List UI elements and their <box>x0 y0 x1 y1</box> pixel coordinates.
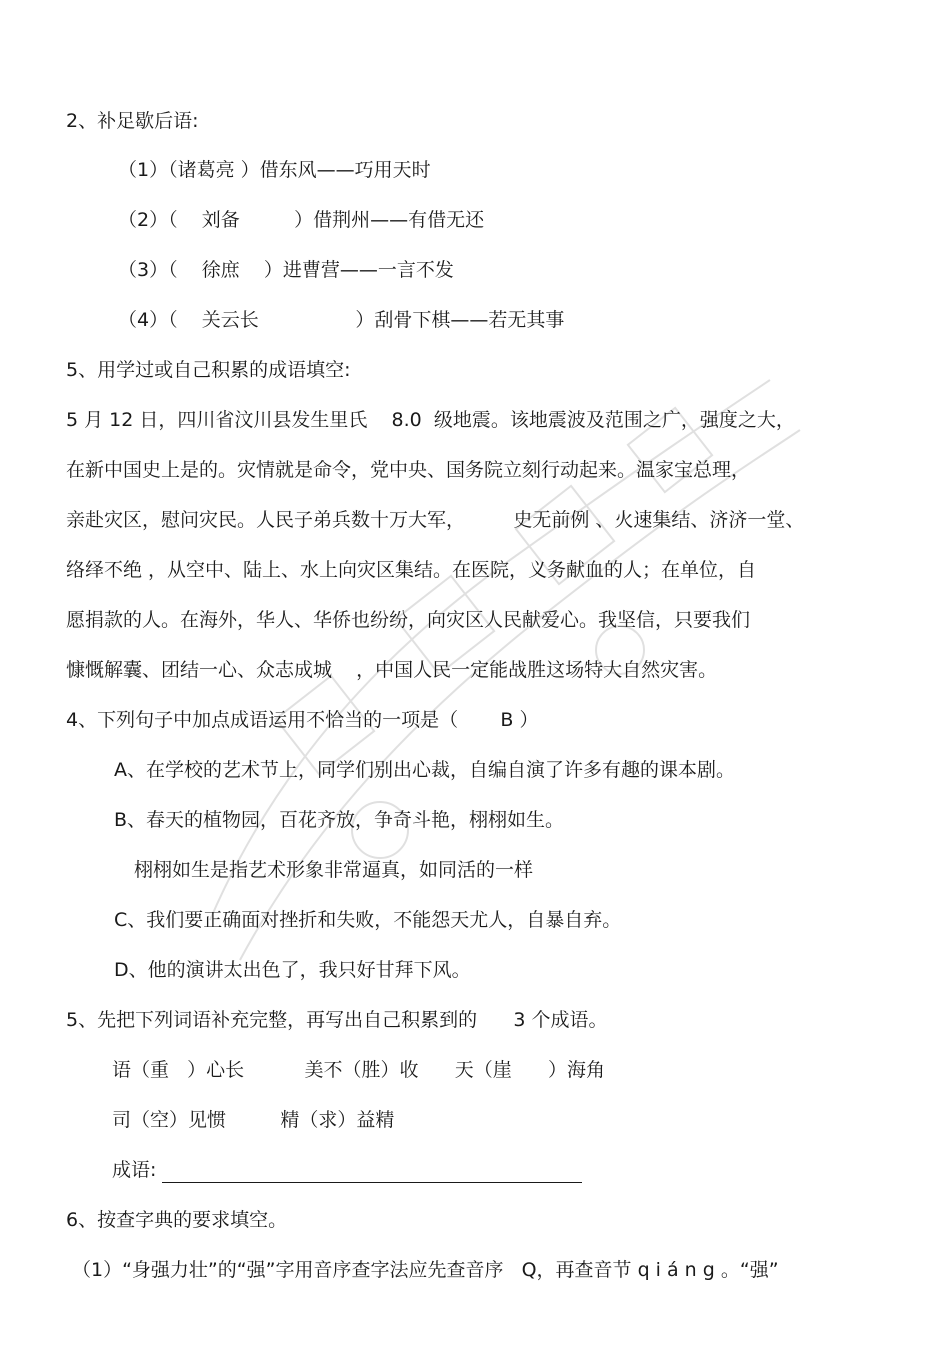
q5a-line-5: 愿捐款的人。在海外，华人、华侨也纷纷，向灾区人民献爱心。我坚信，只要我们 <box>66 609 751 631</box>
q5a-line-3: 亲赴灾区，慰问灾民。人民子弟兵数十万大军， 史无前例 、火速集结、济济一堂、 <box>66 509 805 531</box>
q5a-line-2: 在新中国史上是的。灾情就是命令，党中央、国务院立刻行动起来。温家宝总理， <box>66 459 751 481</box>
q5b-row-2: 司（空）见惯 精（求）益精 <box>112 1109 395 1131</box>
q5a-line-1: 5 月 12 日，四川省汶川县发生里氏 8.0 级地震。该地震波及范围之广，强度之大， <box>66 409 795 431</box>
q5b-heading: 5、先把下列词语补充完整，再写出自己积累到的 3 个成语。 <box>66 1009 608 1031</box>
q5a-heading: 5、用学过或自己积累的成语填空: <box>66 359 351 381</box>
q6-heading: 6、按查字典的要求填空。 <box>66 1209 288 1231</box>
q5b-answer-label: 成语: <box>112 1159 163 1181</box>
q4-option-b: B、春天的植物园，百花齐放，争奇斗艳，栩栩如生。 <box>114 809 565 831</box>
q2-item-3: （3）（ 徐庶 ）进曹营——一言不发 <box>118 259 454 281</box>
q6-line-1: （1）“身强力壮”的“强”字用音序查字法应先查音序 Q，再查音节 q i á n g 。“强” <box>72 1259 779 1281</box>
q4-heading: 4、下列句子中加点成语运用不恰当的一项是（ B ） <box>66 709 539 731</box>
q5a-line-6: 慷慨解囊、团结一心、众志成城 ，中国人民一定能战胜这场特大自然灾害。 <box>66 659 718 681</box>
q5a-line-4: 络绎不绝 ，从空中、陆上、水上向灾区集结。在医院，义务献血的人；在单位，自 <box>66 559 757 581</box>
answer-underline <box>162 1162 582 1183</box>
q2-item-2: （2）（ 刘备 ）借荆州——有借无还 <box>118 209 485 231</box>
q2-heading: 2、补足歇后语: <box>66 110 199 132</box>
q4-option-a: A、在学校的艺术节上，同学们别出心裁，自编自演了许多有趣的课本剧。 <box>114 759 735 781</box>
q2-item-1: （1）（诸葛亮 ）借东风——巧用天时 <box>118 159 431 181</box>
q4-option-d: D、他的演讲太出色了，我只好甘拜下风。 <box>114 959 471 981</box>
q5b-row-1: 语（重 ）心长 美不（胜）收 天（崖 ）海角 <box>112 1059 605 1081</box>
q5b-answer-line <box>112 1157 582 1183</box>
q4-option-b-note: 栩栩如生是指艺术形象非常逼真，如同活的一样 <box>134 859 534 881</box>
q4-option-c: C、我们要正确面对挫折和失败，不能怨天尤人，自暴自弃。 <box>114 909 622 931</box>
q2-item-4: （4）（ 关云长 ）刮骨下棋——若无其事 <box>118 309 565 331</box>
